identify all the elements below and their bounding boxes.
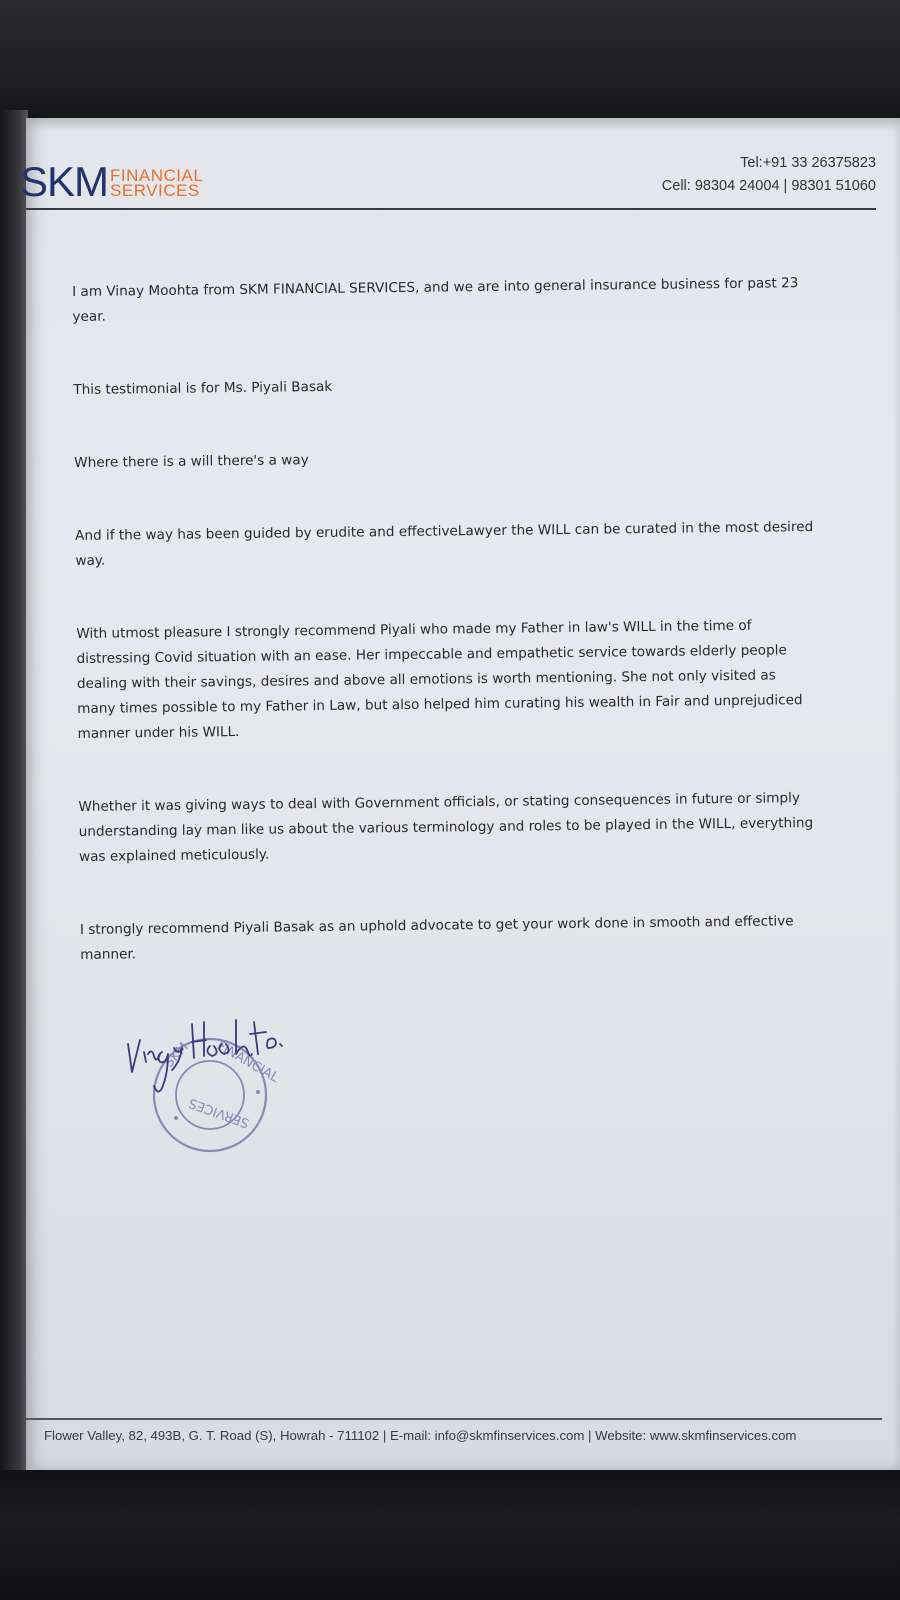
footer-divider xyxy=(26,1418,882,1420)
paragraph-testimonial-for: This testimonial is for Ms. Piyali Basak xyxy=(73,378,333,398)
background-top-frame xyxy=(0,0,900,120)
svg-text:SKM: SKM xyxy=(161,1039,192,1071)
signature-and-stamp xyxy=(118,1000,298,1160)
paragraph-recommendation: With utmost pleasure I strongly recommend Piyali who made my Father in law's WILL in the time of distressing Covid situation with an ease. Her impeccable and empathetic service towards elderly people dealing with their savings, desires and above all emotions is worth mentioning. She not only visited as many times possible to my Father in Law, but also helped him curating his wealth in Fair and unprejudiced manner under his WILL. xyxy=(76,617,803,742)
svg-text:SERVICES: SERVICES xyxy=(186,1094,252,1131)
logo-skm-text: SKM xyxy=(20,158,109,205)
contact-block xyxy=(662,152,876,198)
paragraph-guided: And if the way has been guided by erudite and effectiveLawyer the WILL can be curated in the most desired way. xyxy=(75,518,814,569)
cell-numbers: Cell: 98304 24004 | 98301 51060 xyxy=(661,178,876,194)
background-bottom-frame xyxy=(0,1470,900,1600)
letter-body xyxy=(72,271,821,1016)
paragraph-closing: I strongly recommend Piyali Basak as an uphold advocate to get your work done in smooth and effective manner. xyxy=(79,913,794,963)
logo-services-text: SERVICES xyxy=(110,181,200,200)
logo-financial-text: FINANCIAL xyxy=(110,166,204,185)
logo-subtitle xyxy=(110,168,203,198)
frame-left-edge xyxy=(0,110,28,1480)
paragraph-proverb: Where there is a will there's a way xyxy=(74,452,309,471)
footer-address: Flower Valley, 82, 493B, G. T. Road (S), Howrah - 711102 | E-mail: info@skmfinservices.com | Website: www.skmfinservices.com xyxy=(44,1428,797,1443)
header-divider xyxy=(26,208,876,210)
svg-text:FINANCIAL: FINANCIAL xyxy=(214,1038,281,1086)
company-logo xyxy=(20,156,204,205)
paragraph-explanation: Whether it was giving ways to deal with Government officials, or stating consequences in future or simply understanding lay man like us about the various terminology and roles to be played in the WILL, everything was explained meticulously. xyxy=(78,790,814,865)
company-stamp-icon xyxy=(118,1000,298,1160)
paragraph-introduction: I am Vinay Moohta from SKM FINANCIAL SERVICES, and we are into general insurance business for past 23 year. xyxy=(72,275,799,325)
telephone-number: Tel:+91 33 26375823 xyxy=(740,155,876,171)
